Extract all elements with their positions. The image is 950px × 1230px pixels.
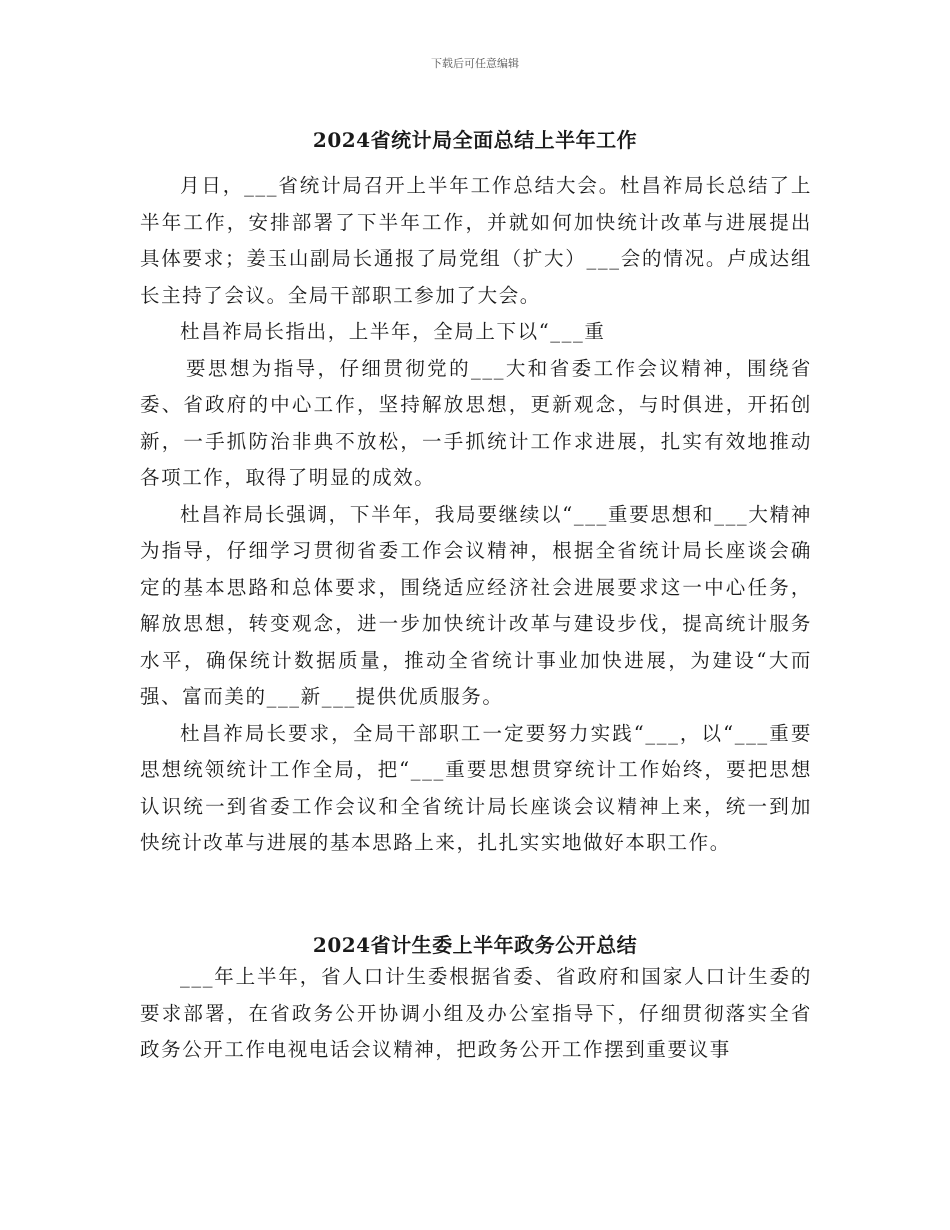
paragraph: 杜昌祚局长要求，全局干部职工一定要努力实践“___，以“___重要思想统领统计工作全局，把“___重要思想贯穿统计工作始终，要把思想认识统一到省委工作会议和全省统计局长座谈会议精神上来，统一到加快统计改革与进展的基本思路上来，扎扎实实地做好本职工作。 bbox=[140, 721, 812, 854]
section-1-title: 2024省统计局全面总结上半年工作 bbox=[312, 128, 638, 152]
paragraph: 杜昌祚局长指出，上半年，全局上下以“___重 bbox=[180, 320, 606, 343]
header-note: 下载后可任意编辑 bbox=[431, 57, 519, 70]
paragraph: 月日，___省统计局召开上半年工作总结大会。杜昌祚局长总结了上半年工作，安排部署了下半年工作，并就如何加快统计改革与进展提出具体要求；姜玉山副局长通报了局党组（扩大）___会的情况。卢成达组长主持了会议。全局干部职工参加了大会。 bbox=[140, 174, 812, 307]
paragraph: 要思想为指导，仔细贯彻党的___大和省委工作会议精神，围绕省委、省政府的中心工作，坚持解放思想，更新观念，与时俱进，开拓创新，一手抓防治非典不放松，一手抓统计工作求进展，扎实有效地推动各项工作，取得了明显的成效。 bbox=[140, 356, 812, 489]
section-2-title: 2024省计生委上半年政务公开总结 bbox=[312, 933, 638, 957]
section-2-body bbox=[140, 959, 812, 1069]
paragraph: 杜昌祚局长强调，下半年，我局要继续以“___重要思想和___大精神为指导，仔细学习贯彻省委工作会议精神，根据全省统计局长座谈会确定的基本思路和总体要求，围绕适应经济社会进展要求这一中心任务，解放思想，转变观念，进一步加快统计改革与建设步伐，提高统计服务水平，确保统计数据质量，推动全省统计事业加快进展，为建设“大而强、富而美的___新___提供优质服务。 bbox=[140, 502, 812, 708]
section-1-body bbox=[140, 168, 812, 862]
paragraph: ___年上半年，省人口计生委根据省委、省政府和国家人口计生委的要求部署，在省政务公开协调小组及办公室指导下，仔细贯彻落实全省政务公开工作电视电话会议精神，把政务公开工作摆到重要议事 bbox=[140, 965, 812, 1061]
